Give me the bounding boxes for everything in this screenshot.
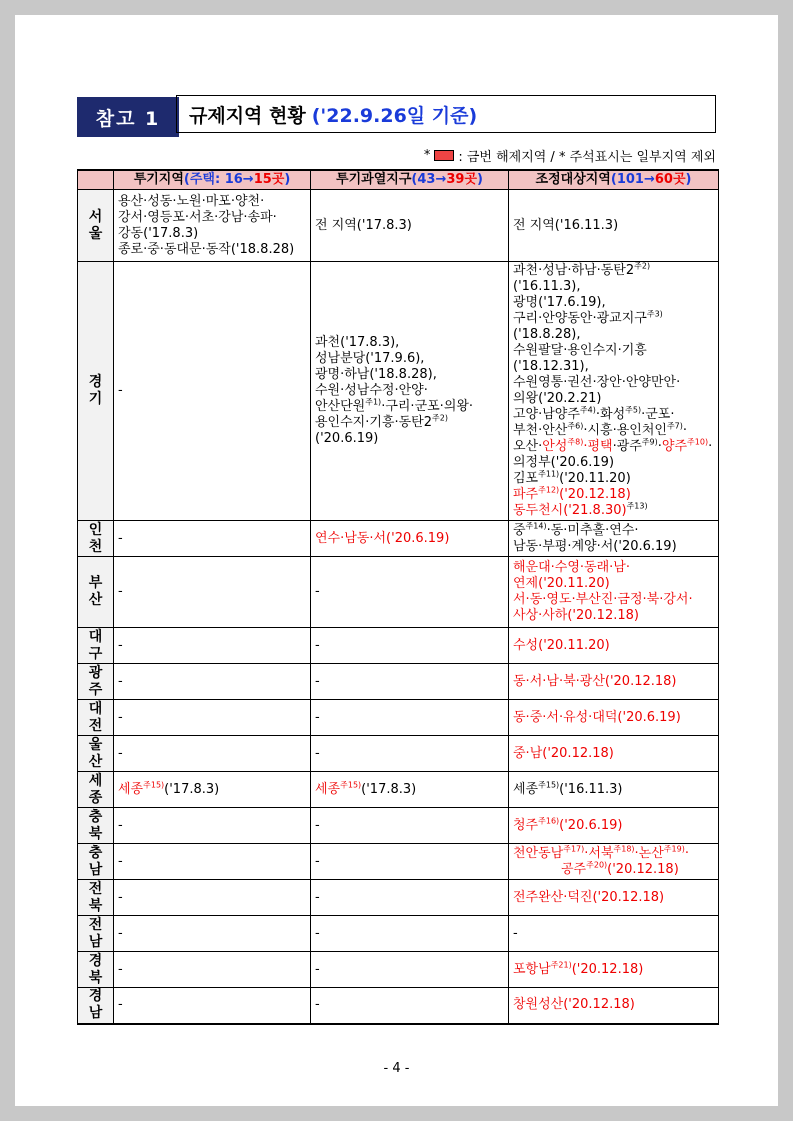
overheated-cell: 과천('17.8.3), 성남분당('17.9.6), 광명·하남('18.8.28), 수원·성남수정·안양· 안산단원$^{주1)}$·구리·군포·의왕· 용인수지·기흥·동탄$2^{주2)}('20.6.19)$ (311, 262, 509, 521)
overheated-cell: - (311, 736, 509, 772)
adjustment-cell: 중$^{주14)}$·동·미추홀·연수· 남동·부평·계양·서('20.6.19) (509, 521, 719, 557)
table-row (78, 521, 719, 557)
overheated-cell: 연수·남동·서('20.6.19) (311, 521, 509, 557)
table-row (78, 736, 719, 772)
speculation-cell: - (114, 700, 311, 736)
legend (424, 146, 716, 165)
table-header-row (78, 170, 719, 190)
speculation-cell: 세종$^{주15)}$('17.8.3) (114, 772, 311, 808)
reference-badge: 참고 1 (77, 97, 179, 137)
adjustment-cell: 해운대·수영·동래·남· 연제('20.11.20) 서·동·영도·부산진·금정·북·강서· 사상·사하('20.12.18) (509, 557, 719, 628)
legend-text: : 금번 해제지역 / * 주석표시는 일부지역 제외 (458, 150, 716, 165)
adjustment-cell: 창원성산('20.12.18) (509, 988, 719, 1024)
table-row (78, 190, 719, 262)
region-cell: 경 기 (78, 262, 114, 521)
speculation-cell: - (114, 808, 311, 844)
region-cell: 서 울 (78, 190, 114, 262)
table-row (78, 700, 719, 736)
adjustment-cell: 포항남$^{주21)}$('20.12.18) (509, 952, 719, 988)
region-cell: 대 전 (78, 700, 114, 736)
adjustment-cell: 천안동남$^{주17)}$·서북$^{주18)}$·논산$^{주19)}$· 공주$^{주20)}$('20.12.18) (509, 844, 719, 880)
overheated-cell: - (311, 664, 509, 700)
adjustment-cell: - (509, 916, 719, 952)
region-cell: 부 산 (78, 557, 114, 628)
column-header-adjustment: 조정대상지역(101→60곳) (509, 170, 719, 190)
speculation-cell: - (114, 557, 311, 628)
region-cell: 세 종 (78, 772, 114, 808)
adjustment-cell: 전주완산·덕진('20.12.18) (509, 880, 719, 916)
overheated-cell: - (311, 808, 509, 844)
speculation-cell: - (114, 844, 311, 880)
overheated-cell: - (311, 880, 509, 916)
region-cell: 전 남 (78, 916, 114, 952)
speculation-cell: - (114, 736, 311, 772)
speculation-cell: - (114, 262, 311, 521)
column-header-speculation: 투기지역(주택: 16→15곳) (114, 170, 311, 190)
released-swatch (434, 150, 454, 161)
region-cell: 충 남 (78, 844, 114, 880)
adjustment-cell: 동·서·남·북·광산('20.12.18) (509, 664, 719, 700)
overheated-cell: - (311, 628, 509, 664)
region-cell: 대 구 (78, 628, 114, 664)
table-row (78, 880, 719, 916)
speculation-cell: 용산·성동·노원·마포·양천· 강서·영등포·서초·강남·송파· 강동('17.8.3) 종로·중·동대문·동작('18.8.28) (114, 190, 311, 262)
table-row (78, 988, 719, 1024)
regulated-areas-table (77, 169, 719, 1025)
overheated-cell: - (311, 700, 509, 736)
column-header-overheated: 투기과열지구(43→39곳) (311, 170, 509, 190)
adjustment-cell: 수성('20.11.20) (509, 628, 719, 664)
table-row (78, 557, 719, 628)
title-date: ('22.9.26일 기준) (311, 104, 478, 127)
legend-asterisk: * (423, 148, 431, 163)
adjustment-cell: 전 지역('16.11.3) (509, 190, 719, 262)
speculation-cell: - (114, 916, 311, 952)
region-cell: 전 북 (78, 880, 114, 916)
adjustment-cell: 중·남('20.12.18) (509, 736, 719, 772)
region-cell: 울 산 (78, 736, 114, 772)
adjustment-cell: 세종$^{주15)}$('16.11.3) (509, 772, 719, 808)
table-row (78, 628, 719, 664)
region-cell: 광 주 (78, 664, 114, 700)
header-corner (78, 170, 114, 190)
overheated-cell: - (311, 916, 509, 952)
adjustment-cell: 청주$^{주16)}$('20.6.19) (509, 808, 719, 844)
overheated-cell: 전 지역('17.8.3) (311, 190, 509, 262)
overheated-cell: - (311, 988, 509, 1024)
speculation-cell: - (114, 952, 311, 988)
title-text: 규제지역 현황 (189, 104, 306, 127)
table-row (78, 664, 719, 700)
speculation-cell: - (114, 880, 311, 916)
table-row (78, 952, 719, 988)
table-row (78, 772, 719, 808)
overheated-cell: - (311, 952, 509, 988)
overheated-cell: 세종$^{주15)}$('17.8.3) (311, 772, 509, 808)
speculation-cell: - (114, 628, 311, 664)
speculation-cell: - (114, 664, 311, 700)
table-row (78, 262, 719, 521)
region-cell: 충 북 (78, 808, 114, 844)
page-number: - 4 - (383, 1061, 410, 1076)
overheated-cell: - (311, 844, 509, 880)
region-cell: 경 남 (78, 988, 114, 1024)
table-row (78, 844, 719, 880)
table-row (78, 808, 719, 844)
region-cell: 경 북 (78, 952, 114, 988)
adjustment-cell: 과천·성남·하남·동탄$2^{주2)}('16.11.3)$, 광명('17.6.19), 구리·안양동안·광교지구$^{주3)}$('18.8.28), 수원팔달·용인수지·기흥('18.12.31), 수원영통·권선·장안·안양만안· 의왕('20.2.21) 고양·남양주$^{주4)}$·화성$^{주5)}$·군포· 부천·안산$^{주6)}$·시흥·용인처인$^{주7)}$· 오산·안성$^{주8)}$·평택·광주$^{주9)}$·양주$^{주10)}$· 의정부('20.6.19) 김포$^{주11)}$('20.11.20) 파주$^{주12)}$('20.12.18) 동두천시$('21.8.30)^{주13)}$ (509, 262, 719, 521)
adjustment-cell: 동·중·서·유성·대덕('20.6.19) (509, 700, 719, 736)
page-title (176, 95, 716, 133)
table-row (78, 916, 719, 952)
region-cell: 인 천 (78, 521, 114, 557)
speculation-cell: - (114, 988, 311, 1024)
overheated-cell: - (311, 557, 509, 628)
document-page (15, 15, 778, 1106)
speculation-cell: - (114, 521, 311, 557)
